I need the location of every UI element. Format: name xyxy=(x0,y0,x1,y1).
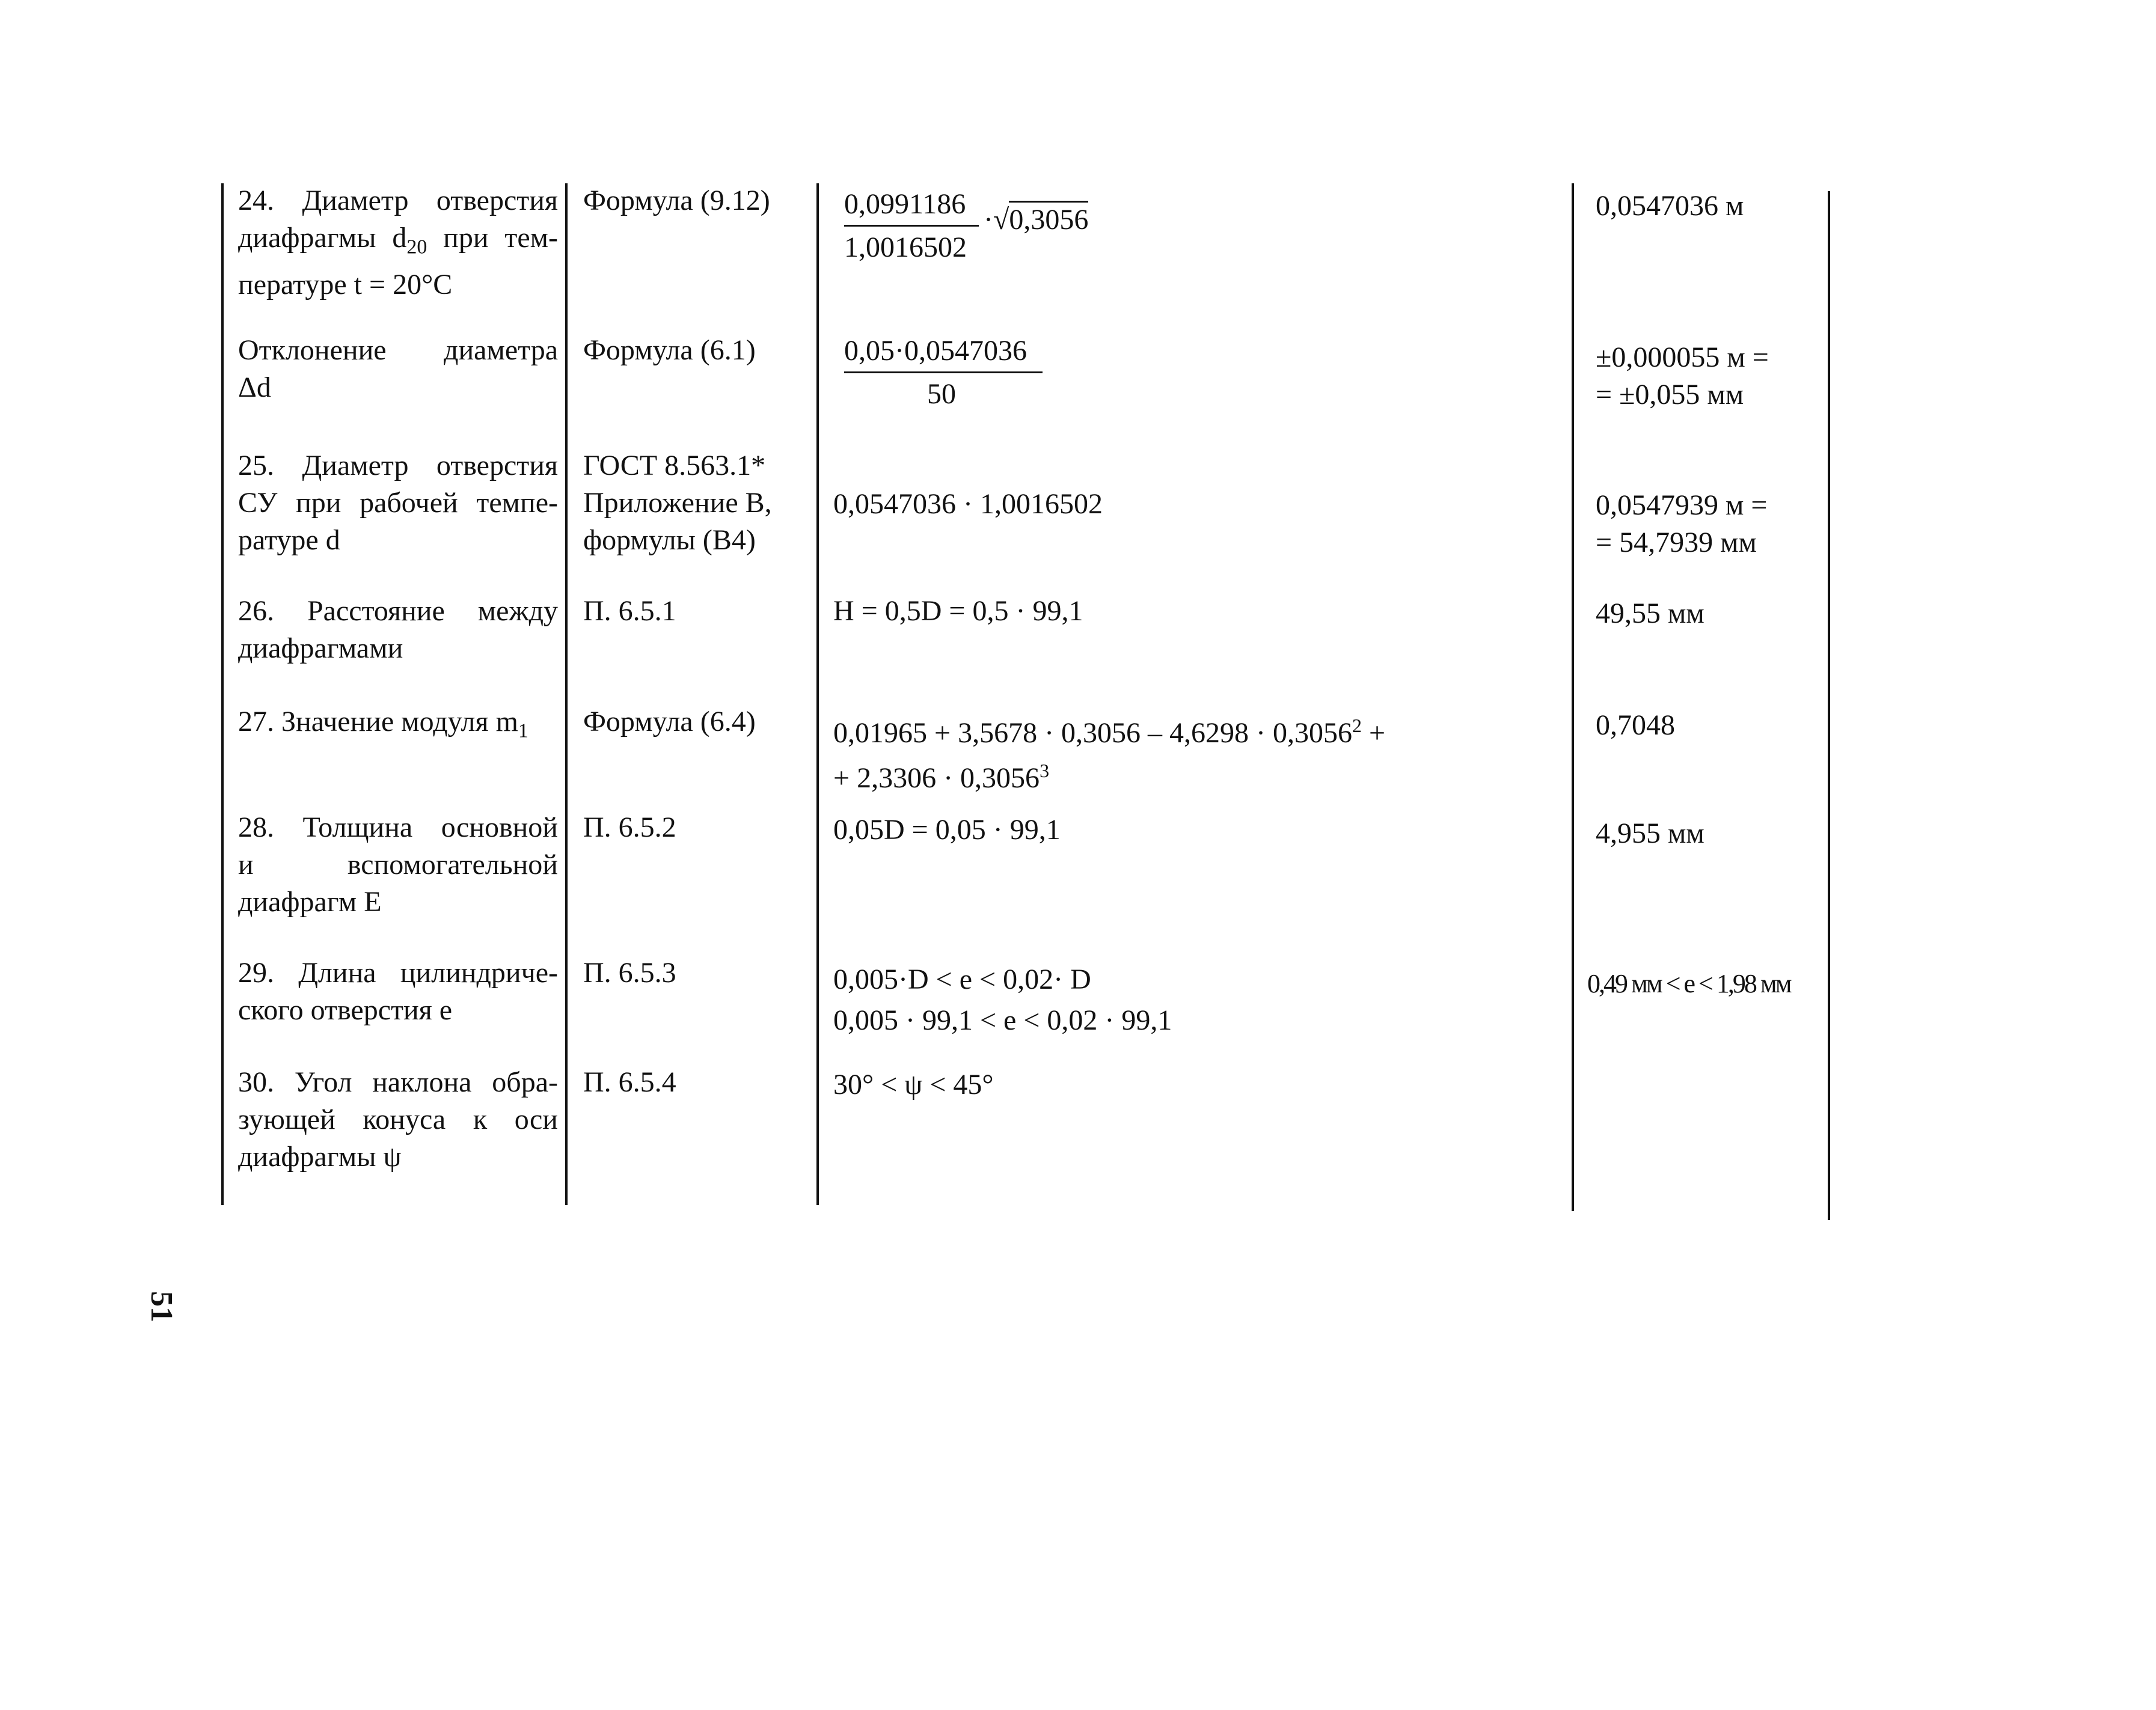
row-deviation-numerator: 0,05·0,0547036 xyxy=(844,335,1027,367)
table-rule-2 xyxy=(816,183,819,1205)
row-27-result: 0,7048 xyxy=(1596,709,1675,741)
row-29-parameter: 29. Длина цилиндриче- ского отверстия е xyxy=(238,957,558,1026)
row-25-parameter: 25. Диаметр отверстия СУ при рабочей темпе- ратуре d xyxy=(238,450,558,556)
row-30-calculation: 30° < ψ < 45° xyxy=(833,1069,994,1101)
row-25-source: ГОСТ 8.563.1* Приложение В, формулы (В4) xyxy=(583,450,772,556)
row-25-result: 0,0547939 м = = 54,7939 мм xyxy=(1596,489,1768,558)
row-29-result: 0,49 мм < e < 1,98 мм xyxy=(1587,969,1790,998)
row-28-calculation: 0,05D = 0,05 · 99,1 xyxy=(833,814,1061,846)
row-26-result: 49,55 мм xyxy=(1596,597,1704,629)
row-26-source: П. 6.5.1 xyxy=(583,595,676,627)
row-27-parameter: 27. Значение модуля $m_1$ xyxy=(238,706,528,742)
row-27-calculation: $0,01965 + 3,5678 \cdot 0,3056 - 4,6298 \cdot 0,3056^2$ + + $2,3306 \cdot 0,3056^3$ xyxy=(833,715,1386,794)
row-24-source: Формула (9.12) xyxy=(583,185,770,216)
table-rule-right xyxy=(1828,191,1830,1220)
row-24-result: 0,0547036 м xyxy=(1596,190,1744,222)
row-deviation-denominator: 50 xyxy=(927,378,956,410)
row-deviation-result: ±0,000055 м = = ±0,055 мм xyxy=(1596,341,1769,411)
row-26-calculation: H = 0,5D = 0,5 · 99,1 xyxy=(833,595,1083,627)
row-27-source: Формула (6.4) xyxy=(583,706,756,737)
row-30-source: П. 6.5.4 xyxy=(583,1066,676,1098)
table-rule-3 xyxy=(1572,183,1574,1211)
row-29-source: П. 6.5.3 xyxy=(583,957,676,989)
row-28-source: П. 6.5.2 xyxy=(583,811,676,843)
table-rule-1 xyxy=(565,183,568,1205)
row-26-parameter: 26. Расстояние между диафрагмами xyxy=(238,595,558,664)
page-number: 51 xyxy=(144,1291,179,1322)
row-deviation-parameter: Отклонение диаметра Δd xyxy=(238,334,558,403)
fraction-bar xyxy=(844,225,979,227)
row-deviation-source: Формула (6.1) xyxy=(583,334,756,366)
row-29-calculation: 0,005·D < e < 0,02· D 0,005 · 99,1 < e < 0,02 · 99,1 xyxy=(833,963,1172,1036)
table-rule-left xyxy=(221,183,224,1205)
row-30-parameter: 30. Угол наклона обра- зующей конуса к оси диафрагмы ψ xyxy=(238,1066,558,1173)
row-28-parameter: 28. Толщина основной и вспомогательной диафрагм Е xyxy=(238,811,558,918)
row-24-denominator: 1,0016502 xyxy=(844,231,967,263)
row-24-sqrt: ·√0,3056 xyxy=(984,203,1088,236)
row-24-numerator: 0,0991186 xyxy=(844,188,966,220)
row-28-result: 4,955 мм xyxy=(1596,817,1704,849)
row-24-parameter: 24. Диаметр отверстия диафрагмы $d_{20}$ при тем- пературе t = 20°C xyxy=(238,185,558,301)
fraction-bar xyxy=(844,371,1043,373)
row-25-calculation: 0,0547036 · 1,0016502 xyxy=(833,488,1103,520)
sqrt-icon: √ xyxy=(993,204,1009,236)
